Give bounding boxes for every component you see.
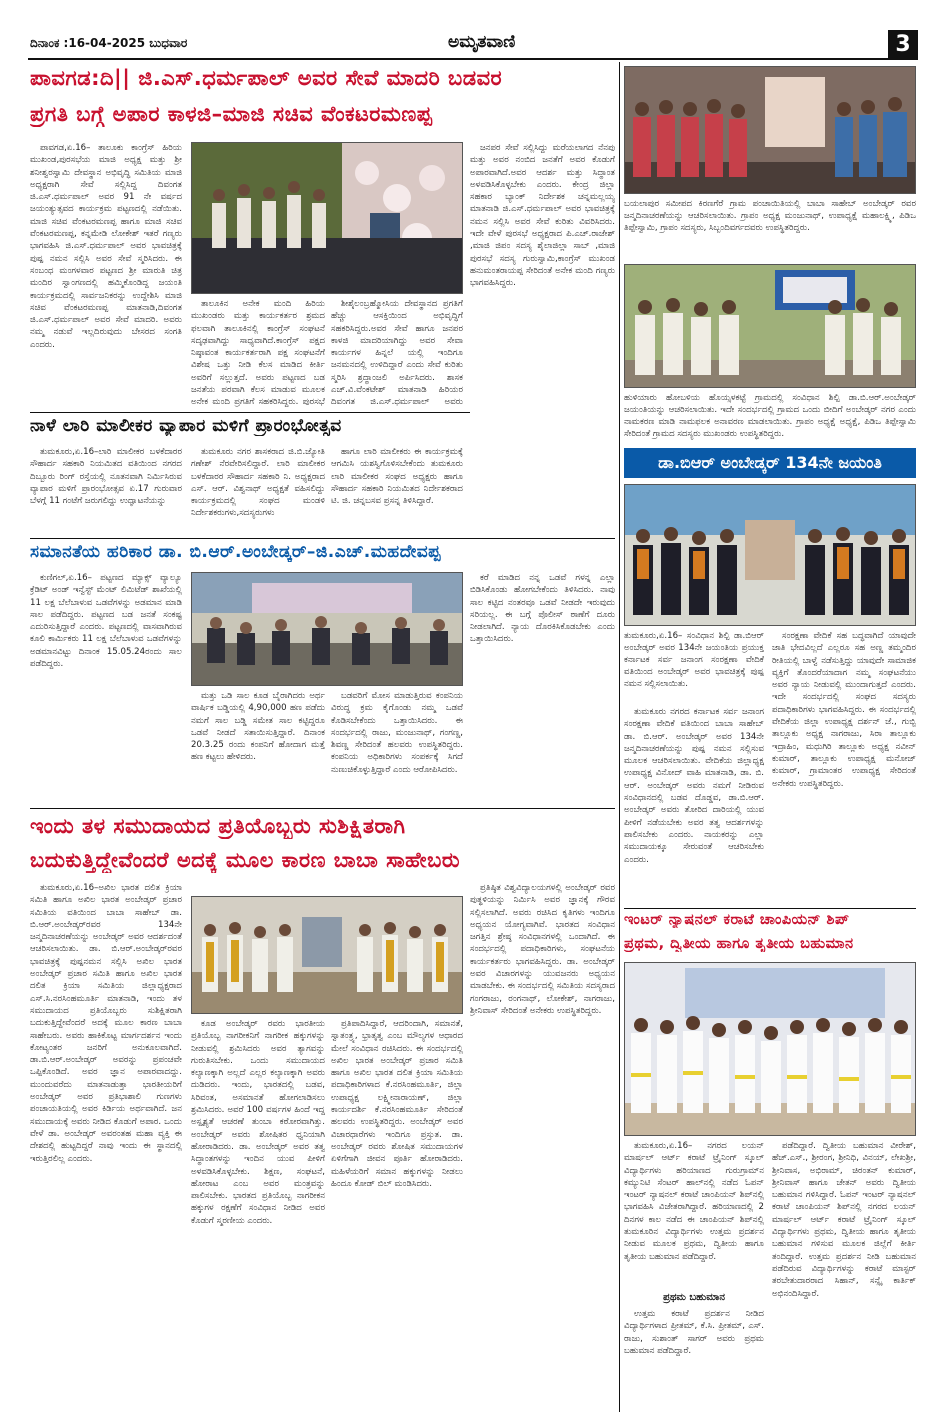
article2-column-2: ತುಮಕೂರು ನಗರ ಶಾಸಕರಾದ ಜಿ.ಬಿ.ಜ್ಯೋತಿ ಗಣೇಶ್ ನೆರವೇರಿಸಲಿದ್ದಾರೆ. ಲಾರಿ ಮಾಲೀಕರ ಬಳಕೆದಾರರ ಸೌಹಾರ್ದ ಸಹಕಾರಿ ನಿ. ಅಧ್ಯಕ್ಷರಾದ ಎಸ್. ಆರ್. ವಿಶ್ವನಾಥ್ ಅಧ್ಯಕ್ಷತೆ ವಹಿಸಲಿದ್ದು ಕಾರ್ಯಕ್ರಮದಲ್ಲಿ ಸಂಘದ ಮಂಡಳಿ ನಿರ್ದೇಶಕರುಗಳು,ಸದಸ್ಯರುಗಳು xyxy=(191,447,325,519)
article5-column-1: ತುಮಕೂರು,ಏ.16– ನಗರದ ಲಯನ್ ಮಾರ್ಷಲ್ ಆರ್ಟ್ ಕರಾಟೆ ಟ್ರೈನಿಂಗ್ ಸ್ಕೂಲ್ ವಿದ್ಯಾರ್ಥಿಗಳು ಹರಿಯಾಣದ ಗುರುಗ್ರಾಮ್‌ನ ಕಮ್ಯುನಿಟಿ ಸೆಂಟರ್ ಹಾಲ್‌ನಲ್ಲಿ ನಡೆದ ಓಪನ್ ಇಂಟರ್ ನ್ಯಾಷನಲ್ ಕರಾಟೆ ಚಾಂಪಿಯನ್ ಶಿಪ್‌ನಲ್ಲಿ ಭಾಗವಹಿಸಿ ವಿಜೇತರಾಗಿದ್ದಾರೆ. ಹರಿಯಾಣದಲ್ಲಿ 2 ದಿನಗಳ ಕಾಲ ನಡೆದ ಈ ಚಾಂಪಿಯನ್ ಶಿಪ್‌ನಲ್ಲಿ ತುಮಕೂರಿನ ವಿದ್ಯಾರ್ಥಿಗಳು ಉತ್ತಮ ಪ್ರದರ್ಶನ ನೀಡುವ ಮೂಲಕ ಪ್ರಥಮ, ದ್ವಿತೀಯ ಹಾಗೂ ತೃತೀಯ ಬಹುಮಾನ ಪಡೆದಿದ್ದಾರೆ. xyxy=(624,1141,764,1262)
article5-headline-line2: ಪ್ರಥಮ, ದ್ವಿತೀಯ ಹಾಗೂ ತೃತೀಯ ಬಹುಮಾನ xyxy=(624,936,854,952)
photo-icon xyxy=(192,143,463,294)
photo-icon xyxy=(625,67,916,194)
article1-photo xyxy=(191,142,463,294)
divider xyxy=(30,538,615,539)
right-mid-photo xyxy=(624,484,916,626)
article3-column-3: ಬಡವರಿಗೆ ಮೋಸ ಮಾಡುತ್ತಿರುವ ಕಂಪನಿಯ ವಿರುದ್ಧ ಕ್ರಮ ಕೈಗೊಂಡು ನಮ್ಮ ಒಡವೆ ಕೊಡಿಸಬೇಕೆಂದು ಒತ್ತಾಯಿಸಿದರು. ಈ ಸಂದರ್ಭದಲ್ಲಿ ರಾಜು, ಮಂಜುನಾಥ್, ಗಂಗಣ್ಣ, ಶಿವಣ್ಣ ಸೇರಿದಂತೆ ಹಲವರು ಉಪಸ್ಥಿತರಿದ್ದರು. ಕಂಪನಿಯ ಅಧಿಕಾರಿಗಳು ಸಂಪರ್ಕಕ್ಕೆ ಸಿಗದೆ ನುಣುಚಿಕೊಳ್ಳುತ್ತಿದ್ದಾರೆ ಎಂದು ಆರೋಪಿಸಿದರು. xyxy=(331,691,463,775)
article3-column-2: ಮತ್ತು ಒಡಿ ಸಾಲ ಕೂಡ ಬೈರಾಗಿದರು ಅರ್ಥ ವಾರ್ಷಿಕ ಬಡ್ಡಿಯಲ್ಲಿ 4,90,000 ಹಣ ಪಡೆದು ನಮಗೆ ಸಾಲ ಬಡ್ಡಿ ಸಮೇತ ಸಾಲ ಕಟ್ಟಿದ್ದರೂ ಒಡವೆ ನೀಡದೆ ಸತಾಯಿಸುತ್ತಿದ್ದಾರೆ. ದಿನಾಂಕ 20.3.25 ರಂದು ಕಂಪನಿಗೆ ಹೋದಾಗ ಮತ್ತೆ ಹಣ ಕಟ್ಟಲು ಹೇಳಿದರು. xyxy=(191,691,325,763)
right-mid-column-2: ಸಂರಕ್ಷಣಾ ವೇದಿಕೆ ಸಹ ಬದ್ಧವಾಗಿದೆ ಯಾವುದೇ ಜಾತಿ ಭೇದವಿಲ್ಲದೆ ಎಲ್ಲರೂ ಸಹ ಅಣ್ಣ ತಮ್ಮಂದಿರ ರೀತಿಯಲ್ಲಿ ಬಾಳ್ವೆ ನಡೆಸುತ್ತಿದ್ದು ಯಾವುದೇ ಸಾಮಾಜಿಕ ವ್ಯಕ್ತಿಗೆ ತೊಂದರೆಯಾದಾಗ ನಮ್ಮ ಸಂಘಟನೆಯು ಅವರ ನ್ಯಾಯ ನೀಡುವಲ್ಲಿ ಮುಂದಾಗುತ್ತದೆ ಎಂದರು. ಇದೇ ಸಂದರ್ಭದಲ್ಲಿ ಸಂಘದ ಸದಸ್ಯರು ಪದಾಧಿಕಾರಿಗಳು ಭಾಗವಹಿಸಿದ್ದರು. ಈ ಸಂದರ್ಭದಲ್ಲಿ ವೇದಿಕೆಯ ಜಿಲ್ಲಾ ಉಪಾಧ್ಯಕ್ಷ ದರ್ಶನ್ ಜೆ., ಗುಬ್ಬಿ ತಾಲ್ಲೂಕು ಅಧ್ಯಕ್ಷ ನಾಗರಾಜು, ಸಿರಾ ತಾಲ್ಲೂಕು ಇದ್ರಾಹಿಂ, ಮಧುಗಿರಿ ತಾಲ್ಲೂಕು ಅಧ್ಯಕ್ಷ ನವೀನ್ ಕುಮಾರ್, ತಾಲ್ಲೂಕು ಉಪಾಧ್ಯಕ್ಷ ಮನೋಜ್ ಕುಮಾರ್, ಗ್ರಾಮಾಂತರ ಉಪಾಧ್ಯಕ್ಷ ಸೇರಿದಂತೆ ಅನೇಕರು ಉಪಸ್ಥಿತರಿದ್ದರು. xyxy=(772,631,916,789)
photo-icon xyxy=(625,265,916,388)
photo-icon xyxy=(625,485,916,626)
photo-icon xyxy=(192,573,463,686)
article1-headline-line2: ಪ್ರಗತಿ ಬಗ್ಗೆ ಅಪಾರ ಕಾಳಜಿ–ಮಾಜಿ ಸಚಿವ ವೆಂಕಟರಮಣಪ್ಪ xyxy=(30,102,433,126)
article1-column-1: ಪಾವಗಡ,ಏ.16– ತಾಲೂಕು ಕಾಂಗ್ರೆಸ್ ಹಿರಿಯ ಮುಖಂಡ,ಪುರಸಭೆಯ ಮಾಜಿ ಅಧ್ಯಕ್ಷ ಮತ್ತು ಶ್ರೀ ಶನೀಶ್ವರಸ್ವಾಮಿ ದೇವಸ್ಥಾನ ಅಭಿವೃದ್ಧಿ ಸಮಿತಿಯ ಮಾಜಿ ಅಧ್ಯಕ್ಷರಾಗಿ ಸೇವೆ ಸಲ್ಲಿಸಿದ್ದ ದಿವಂಗತ ಜಿ.ಎಸ್.ಧರ್ಮಪಾಲ್ ಅವರ 91 ನೇ ವರ್ಷದ ಜಯಂತ್ಯುತ್ಸವದ ಕಾರ್ಯಕ್ರಮ ಪಟ್ಟಣದಲ್ಲಿ ನಡೆಯಿತು. ಮಾಜಿ ಸಚಿವ ವೆಂಕಟರಮಣಪ್ಪ ಹಾಗೂ ಮಾಜಿ ಸಚಿವ ವೆಂಕಟರಮಣಪ್ಪ, ಕನ್ನಮೇಡಿ ಲೋಕೇಶ್ ಇತರೆ ಗಣ್ಯರು ಭಾಗವಹಿಸಿ ಜಿ.ಎಸ್.ಧರ್ಮಪಾಲ್ ಅವರ ಭಾವಚಿತ್ರಕ್ಕೆ ಪುಷ್ಪ ನಮನ ಸಲ್ಲಿಸಿ ಅವರ ಸೇವೆ ಸ್ಮರಿಸಿದರು. ಈ ಸಂಬಂಧ ಮಂಗಳವಾರ ಪಟ್ಟಣದ ಶ್ರೀ ಮಾರುತಿ ಚಿತ್ರ ಮಂದಿರ ಸ್ವಾಂಗಣದಲ್ಲಿ ಹಮ್ಮಿಕೊಂಡಿದ್ದ ಜಯಂತಿ ಕಾರ್ಯಕ್ರಮದಲ್ಲಿ ಸಾರ್ವಜನಿಕರನ್ನು ಉದ್ದೇಶಿಸಿ ಮಾಜಿ ಸಚಿವ ವೆಂಕಟರಮಣಪ್ಪ ಮಾತನಾಡಿ,ದಿವಂಗತ ಜಿ.ಎಸ್.ಧರ್ಮಪಾಲ್ ಅವರ ಸೇವೆ ಮಾದರಿ. ಅವರು ನಮ್ಮ ನಡುವೆ ಇಲ್ಲದಿರುವುದು ಬೇಸರದ ಸಂಗತಿ ಎಂದರು. xyxy=(30,143,182,350)
top-right-caption-2: ಹುಳಿಯಾರು ಹೋಬಳಿಯ ಹೊಯ್ಸಳಕಟ್ಟೆ ಗ್ರಾಮದಲ್ಲಿ ಸಂವಿಧಾನ ಶಿಲ್ಪಿ ಡಾ.ಬಿ.ಆರ್.ಅಂಬೇಡ್ಕರ್ ಜಯಂತಿಯನ್ನು ಆಚರಿಸಲಾಯಿತು. ಇದೇ ಸಂದರ್ಭದಲ್ಲಿ ಗ್ರಾಮದ ಒಂದು ಬೀದಿಗೆ ಅಂಬೇಡ್ಕರ್ ನಗರ ಎಂದು ನಾಮಕರಣ ಮಾಡಿ ನಾಮಫಲಕ ಅನಾವರಣ ಮಾಡಲಾಯಿತು. ಗ್ರಾಪಂ ಅಧ್ಯಕ್ಷೆ ಅಧ್ಯಕ್ಷೆ, ಪಿಡಿಒ ತಿಪ್ಪೇಸ್ವಾಮಿ ಸೇರಿದಂತೆ ಗ್ರಾಮದ ಸದಸ್ಯರು ಮುಖಂಡರು ಉಪಸ್ಥಿತರಿದ್ದರು. xyxy=(624,393,916,439)
divider xyxy=(30,412,470,413)
issue-date: ದಿನಾಂಕ :16-04-2025 ಬುಧವಾರ xyxy=(30,36,188,50)
article2-headline: ನಾಳೆ ಲಾರಿ ಮಾಲೀಕರ ವ್ಯಾಪಾರ ಮಳಿಗೆ ಪ್ರಾರಂಭೋತ್ಸವ xyxy=(30,416,342,436)
article3-column-4: ಕರೆ ಮಾಡಿದ ನನ್ನ ಒಡವೆ ಗಳನ್ನ ಎಲ್ಲಾ ಬಿಡಿಸಿಕೊಂಡು ಹೋಗಬೇಕೆಂದು ತಿಳಿಸಿದರು. ನಾವು ಸಾಲ ಕಟ್ಟಿದ ನಂತರವೂ ಒಡವೆ ನೀಡದೇ ಇರುವುದು ಸರಿಯಲ್ಲ. ಈ ಬಗ್ಗೆ ಪೊಲೀಸ್ ಠಾಣೆಗೆ ದೂರು ನೀಡಲಾಗಿದೆ. ನ್ಯಾಯ ದೊರಕಿಸಿಕೊಡಬೇಕು ಎಂದು ಒತ್ತಾಯಿಸಿದರು. xyxy=(470,573,615,645)
article4-column-2: ಕೂಡ ಅಂಬೇಡ್ಕರ್ ರವರು ಭಾರತೀಯ ಪ್ರತಿಯೊಬ್ಬ ನಾಗರೀಕನಿಗೆ ನಾಗರೀಕ ಹಕ್ಕುಗಳನ್ನು ನೀಡುವಲ್ಲಿ ಶ್ರಮಿಸಿದರು ಅವರ ತ್ಯಾಗವನ್ನು ಗುರುತಿಸಬೇಕು. ಒಂದು ಸಮುದಾಯದ ಕಲ್ಯಾಣಕ್ಕಾಗಿ ಅಲ್ಲದೆ ಎಲ್ಲರ ಕಲ್ಯಾಣಕ್ಕಾಗಿ ಅವರು ದುಡಿದರು. ಇಂದು, ಭಾರತದಲ್ಲಿ ಬಡವ, ಸಿರಿವಂತ, ಅಸಮಾನತೆ ಹೋಗಲಾಡಿಸಲು ಶ್ರಮಿಸಿದರು. ಅವರೆ 100 ವರ್ಷಗಳ ಹಿಂದೆ ಇದ್ದ ಅಸ್ಪೃಶ್ಯತೆ ಆಚರಣೆ ತುಂಬಾ ಕಠೋರವಾಗಿತ್ತು. ಅಂಬೇಡ್ಕರ್ ಅವರು ಶೋಷಿತರ ಧ್ವನಿಯಾಗಿ ಹೋರಾಡಿದರು. ಡಾ. ಅಂಬೇಡ್ಕರ್ ಅವರ ತತ್ವ ಸಿದ್ಧಾಂತಗಳನ್ನು ಇಂದಿನ ಯುವ ಪೀಳಿಗೆ ಅಳವಡಿಸಿಕೊಳ್ಳಬೇಕು. ಶಿಕ್ಷಣ, ಸಂಘಟನೆ, ಹೋರಾಟ ಎಂಬ ಅವರ ಮಂತ್ರವನ್ನು ಪಾಲಿಸಬೇಕು. ಭಾರತದ ಪ್ರತಿಯೊಬ್ಬ ನಾಗರೀಕನ ಹಕ್ಕುಗಳ ರಕ್ಷಣೆಗೆ ಸಂವಿಧಾನ ನೀಡಿದ ಅವರ ಕೊಡುಗೆ ಸ್ಮರಣೀಯ ಎಂದರು. xyxy=(191,1019,325,1226)
article4-photo xyxy=(191,896,463,1014)
right-mid-column-1: ತುಮಕೂರು ನಗರದ ಕರ್ನಾಟಕ ಸರ್ವ ಜನಾಂಗ ಸಂರಕ್ಷಣಾ ವೇದಿಕೆ ವತಿಯಿಂದ ಬಾಬಾ ಸಾಹೇಬ್ ಡಾ. ಬಿ.ಆರ್. ಅಂಬೇಡ್ಕರ್ ಅವರ 134ನೇ ಜನ್ಮದಿನಾಚರಣೆಯನ್ನು ಪುಷ್ಪ ನಮನ ಸಲ್ಲಿಸುವ ಮೂಲಕ ಆಚರಿಸಲಾಯಿತು. ವೇದಿಕೆಯ ಜಿಲ್ಲಾಧ್ಯಕ್ಷ ಉಪಾಧ್ಯಕ್ಷ ವಿನೋದ್ ವಾಹಿ ಮಾತನಾಡಿ, ಡಾ. ಬಿ. ಆರ್. ಅಂಬೇಡ್ಕರ್ ಅವರು ನಮಗೆ ನೀಡಿರುವ ಸಂವಿಧಾನದಲ್ಲಿ ಬಡವ ದೊಡ್ಡವ, ಡಾ.ಬಿ.ಆರ್. ಅಂಬೇಡ್ಕರ್ ಅವರು ತೋರಿದ ದಾರಿಯಲ್ಲಿ ಯುವ ಪೀಳಿಗೆ ನಡೆಯಬೇಕು ಅವರ ತತ್ವ ಆದರ್ಶಗಳನ್ನು ಪಾಲಿಸಬೇಕು ಎಂದರು. ನಾಯಕರನ್ನು ಎಲ್ಲಾ ಸಮುದಾಯಕ್ಕೂ ಸೇರುವಂತೆ ಆಚರಿಸಬೇಕು ಎಂದರು. xyxy=(624,707,764,865)
article3-headline: ಸಮಾನತೆಯ ಹರಿಕಾರ ಡಾ. ಬಿ.ಆರ್.ಅಂಬೇಡ್ಕರ್–ಜಿ.ಎಚ್.ಮಹದೇವಪ್ಪ xyxy=(30,542,441,562)
first-prize-subheading: ಪ್ರಥಮ ಬಹುಮಾನ xyxy=(663,1292,725,1303)
article4-headline-line2: ಬದುಕುತ್ತಿದ್ದೇವೆಂದರೆ ಅದಕ್ಕೆ ಮೂಲ ಕಾರಣ ಬಾಬಾ ಸಾಹೇಬರು xyxy=(30,848,461,872)
page-number: 3 xyxy=(888,30,918,60)
article1-column-4: ಜನಪರ ಸೇವೆ ಸಲ್ಲಿಸಿದ್ದು ಮರೆಯಲಾಗದ ನೆನಪು ಮತ್ತು ಅವರ ನಂಬಿದ ಜನತೆಗೆ ಅವರ ಕೊಡುಗೆ ಅಪಾರವಾಗಿದೆ.ಅವರ ಆದರ್ಶ ಮತ್ತು ಸಿದ್ಧಾಂತ ಅಳವಡಿಸಿಕೊಳ್ಳಬೇಕು ಎಂದರು. ಕೇಂದ್ರ ಜಿಲ್ಲಾ ಸಹಕಾರ ಬ್ಯಾಂಕ್ ನಿರ್ದೇಶಕ ಚನ್ನಮಲ್ಲಯ್ಯ ಮಾತನಾಡಿ ಜಿ.ಎಸ್.ಧರ್ಮಪಾಲ್ ಅವರ ಭಾವಚಿತ್ರಕ್ಕೆ ನಮನ ಸಲ್ಲಿಸಿ ಅವರ ಸೇವೆ ಕುರಿತು ವಿವರಿಸಿದರು. ಇದೇ ವೇಳೆ ಪುರಸಭೆ ಅಧ್ಯಕ್ಷರಾದ ಪಿ.ಎಚ್.ರಾಜೇಶ್ ,ಮಾಜಿ ಜಿಪಂ ಸದಸ್ಯ ಶೈಲಾಜಿಲ್ಲಾ ಸಾಬ್ ,ಮಾಜಿ ಪುರಸಭೆ ಸದಸ್ಯ ಗುರುಸ್ವಾಮಿ,ಕಾಂಗ್ರೆಸ್ ಮುಖಂಡ ಹನುಮಂತರಾಯಪ್ಪ ಸೇರಿದಂತೆ ಅನೇಕ ಮಂದಿ ಗಣ್ಯರು ಭಾಗವಹಿಸಿದ್ದರು. xyxy=(470,143,615,289)
karate-photo xyxy=(624,962,916,1136)
top-right-caption-1: ಬಯಲಾಪುರ ಸಮೀಪದ ಕಿರಣಗೆರೆ ಗ್ರಾಮ ಪಂಚಾಯಿತಿಯಲ್ಲಿ ಬಾಬಾ ಸಾಹೇಬ್ ಅಂಬೇಡ್ಕರ್ ರವರ ಜನ್ಮದಿನಾಚರಣೆಯನ್ನು ಆಚರಿಸಲಾಯಿತು. ಗ್ರಾಪಂ ಅಧ್ಯಕ್ಷ ಮಂಜುನಾಥ್, ಉಪಾಧ್ಯಕ್ಷೆ ಮಹಾಲಕ್ಷ್ಮಿ, ಪಿಡಿಒ ತಿಪ್ಪೇಸ್ವಾಮಿ, ಗ್ರಾಪಂ ಸದಸ್ಯರು, ಸಿಬ್ಬಂದಿವರ್ಗದವರು ಉಪಸ್ಥಿತರಿದ್ದರು. xyxy=(624,199,916,233)
top-right-photo-2 xyxy=(624,264,916,388)
article4-column-3: ಪ್ರತಿಪಾದಿಸಿದ್ದಾರೆ, ಆದರಿಂದಾಗಿ, ಸಮಾನತೆ, ಸ್ವಾತಂತ್ರ್ಯ, ಭ್ರಾತೃತ್ವ ಎಂಬ ಮೌಲ್ಯಗಳ ಆಧಾರದ ಮೇಲೆ ಸಂವಿಧಾನ ರಚಿಸಿದರು. ಈ ಸಂದರ್ಭದಲ್ಲಿ ಅಖಿಲ ಭಾರತ ಅಂಬೇಡ್ಕರ್ ಪ್ರಚಾರ ಸಮಿತಿ ಹಾಗೂ ಅಖಿಲ ಭಾರತ ದಲಿತ ಕ್ರಿಯಾ ಸಮಿತಿಯ ಪದಾಧಿಕಾರಿಗಳಾದ ಕೆ.ನರಸಿಂಹಮೂರ್ತಿ, ಜಿಲ್ಲಾ ಉಪಾಧ್ಯಕ್ಷ ಲಕ್ಷ್ಮೀನಾರಾಯಣ್, ಜಿಲ್ಲಾ ಕಾರ್ಯದರ್ಶಿ ಕೆ.ನರಸಿಂಹಮೂರ್ತಿ ಸೇರಿದಂತೆ ಹಲವರು ಉಪಸ್ಥಿತರಿದ್ದರು. ಅಂಬೇಡ್ಕರ್ ಅವರ ವಿಚಾರಧಾರೆಗಳು ಇಂದಿಗೂ ಪ್ರಸ್ತುತ. ಡಾ. ಅಂಬೇಡ್ಕರ್ ರವರು ಶೋಷಿತ ಸಮುದಾಯಗಳ ಏಳಿಗೆಗಾಗಿ ಜೀವನ ಪೂರ್ತಿ ಹೋರಾಡಿದರು. ಮಹಿಳೆಯರಿಗೆ ಸಮಾನ ಹಕ್ಕುಗಳನ್ನು ನೀಡಲು ಹಿಂದೂ ಕೋಡ್ ಬಿಲ್ ಮಂಡಿಸಿದರು. xyxy=(331,1019,463,1189)
masthead xyxy=(28,30,918,60)
newspaper-title: ಅಮೃತವಾಣಿ xyxy=(448,32,516,52)
article2-column-3: ಹಾಗೂ ಲಾರಿ ಮಾಲೀಕರು ಈ ಕಾರ್ಯಕ್ರಮಕ್ಕೆ ಆಗಮಿಸಿ ಯಶಸ್ವಿಗೊಳಿಸಬೇಕೆಂದು ತುಮಕೂರು ಲಾರಿ ಮಾಲೀಕರ ಸಂಘದ ಅಧ್ಯಕ್ಷರು ಹಾಗೂ ಸೌಹಾರ್ದ ಸಹಕಾರಿ ನಿಯಮಿತದ ನಿರ್ದೇಶಕರಾದ ಟಿ. ಜಿ. ಚನ್ನಬಸವ ಪ್ರಸನ್ನ ತಿಳಿಸಿದ್ದಾರೆ. xyxy=(331,447,463,507)
article5-column-2: ಪಡೆದಿದ್ದಾರೆ. ದ್ವಿತೀಯ ಬಹುಮಾನ ವೀರೇಶ್, ಹೆಚ್.ಎಸ್., ಶ್ರೀರಂಗ, ಶ್ರೀನಿಧಿ, ವಿನಯ್, ಲೇಖಶ್ರೀ, ಶ್ರೀನಿವಾಸ, ಅಭಿರಾಮ್, ಚಿರಂತನ್ ಕುಮಾರ್, ಶ್ರೀನಿವಾಸ್ ಹಾಗೂ ಚೇತನ್ ಅವರು ದ್ವಿತೀಯ ಬಹುಮಾನ ಗಳಿಸಿದ್ದಾರೆ. ಓಪನ್ ಇಂಟರ್ ನ್ಯಾಷನಲ್ ಕರಾಟೆ ಚಾಂಪಿಯನ್ ಶಿಪ್‌ನಲ್ಲಿ ನಗರದ ಲಯನ್ ಮಾರ್ಷಲ್ ಆರ್ಟ್ ಕರಾಟೆ ಟ್ರೈನಿಂಗ್ ಸ್ಕೂಲ್ ವಿದ್ಯಾರ್ಥಿಗಳು ಪ್ರಥಮ, ದ್ವಿತೀಯ ಹಾಗೂ ತೃತೀಯ ಬಹುಮಾನ ಗಳಿಸುವ ಮೂಲಕ ಜಿಲ್ಲೆಗೆ ಕೀರ್ತಿ ತಂದಿದ್ದಾರೆ. ಉತ್ತಮ ಪ್ರದರ್ಶನ ನೀಡಿ ಬಹುಮಾನ ಪಡೆದಿರುವ ವಿದ್ಯಾರ್ಥಿಗಳನ್ನು ಕರಾಟೆ ಮಾಸ್ಟರ್ ತರಬೇತುದಾರರಾದ ಸಿಹಾನ್, ಸನ್ಸೈ ಕಾರ್ತಿಕ್ ಅಭಿನಂದಿಸಿದ್ದಾರೆ. xyxy=(772,1141,916,1299)
article4-column-1: ತುಮಕೂರು,ಏ.16–ಅಖಿಲ ಭಾರತ ದಲಿತ ಕ್ರಿಯಾ ಸಮಿತಿ ಹಾಗೂ ಅಖಿಲ ಭಾರತ ಅಂಬೇಡ್ಕರ್ ಪ್ರಚಾರ ಸಮಿತಿಯ ವತಿಯಿಂದ ಬಾಬಾ ಸಾಹೇಬ್ ಡಾ. ಬಿ.ಆರ್.ಅಂಬೇಡ್ಕರ್‌ರವರ 134ನೇ ಜನ್ಮದಿನಾಚರಣೆಯನ್ನು ಅಂಬೇಡ್ಕರ್ ಅವರ ಆದರ್ಶದಂತೆ ಆಚರಿಸಲಾಯಿತು. ಡಾ. ಬಿ.ಆರ್.ಅಂಬೇಡ್ಕರ್‌ರವರ ಭಾವಚಿತ್ರಕ್ಕೆ ಪುಷ್ಪನಮನ ಸಲ್ಲಿಸಿ ಅಖಿಲ ಭಾರತ ಅಂಬೇಡ್ಕರ್ ಪ್ರಚಾರ ಸಮಿತಿ ಹಾಗೂ ಅಖಿಲ ಭಾರತ ದಲಿತ ಕ್ರಿಯಾ ಸಮಿತಿಯ ಜಿಲ್ಲಾಧ್ಯಕ್ಷರಾದ ಎಸ್.ಸಿ.ನರಸಿಂಹಮೂರ್ತಿ ಮಾತನಾಡಿ, ಇಂದು ತಳ ಸಮುದಾಯದ ಪ್ರತಿಯೊಬ್ಬರು ಸುಶಿಕ್ಷಿತರಾಗಿ ಬದುಕುತ್ತಿದ್ದೇವೆಂದರೆ ಅದಕ್ಕೆ ಮೂಲ ಕಾರಣ ಬಾಬಾ ಸಾಹೇಬರು. ಅವರು ಹಾಕಿಕೊಟ್ಟ ಮಾರ್ಗದರ್ಶನ ಇಂದು ಕೋಟ್ಯಂತರ ಜನರಿಗೆ ಅನುಕೂಲವಾಗಿದೆ. ಡಾ.ಬಿ.ಆರ್.ಅಂಬೇಡ್ಕರ್ ಅವರನ್ನು ಪ್ರಪಂಚವೇ ಒಪ್ಪಿಕೊಂಡಿದೆ. ಅವರ ಜ್ಞಾನ ಅಪಾರವಾದದ್ದು. ಮುಂದುವರೆದು ಮಾತನಾಡುತ್ತಾ ಭಾರತೀಯರಿಗೆ ಅಂಬೇಡ್ಕರ್ ಅವರ ಪ್ರತಿಭಾಶಾಲಿ ಗುಣಗಳು ಪಂಚಾಯತಿಯಲ್ಲಿ ಅವರ ಕಿರ್ಡಿಯ ಅರ್ಥವಾಗಿದೆ. ಜನ ಸಮುದಾಯಕ್ಕೆ ಅವರು ನೀಡಿದ ಕೊಡುಗೆ ಅಪಾರ. ಒಂದು ವೇಳೆ ಡಾ. ಅಂಬೇಡ್ಕರ್ ಅವರಂತಹ ಮಹಾ ವ್ಯಕ್ತಿ ಈ ದೇಶದಲ್ಲಿ ಹುಟ್ಟದಿದ್ದರೆ ನಾವು ಇಂದು ಈ ಸ್ಥಾನದಲ್ಲಿ ಇರುತ್ತಿರಲಿಲ್ಲ ಎಂದರು. xyxy=(30,883,182,1164)
column-divider xyxy=(619,62,620,1412)
article3-column-1: ಕುಣಿಗಲ್,ಏ.16– ಪಟ್ಟಣದ ಮ್ಯಾಕ್ಸ್ ವ್ಯಾಲ್ಯೂ ಕ್ರೆಡಿಟ್ ಅಂಡ್ ಇನ್ವೆಸ್ಟ್ ಮೆಂಟ್ ಲಿಮಿಟೆಡ್ ಶಾಖೆಯಲ್ಲಿ 11 ಲಕ್ಷ ಬೆಲೆಬಾಳುವ ಒಡವೆಗಳನ್ನು ಅಡಮಾನ ಮಾಡಿ ಸಾಲ ಪಡೆದಿದ್ದರು. ಪಟ್ಟಣದ ಬಡ ಜನತೆ ಸಂಕಷ್ಟ ಎದುರಿಸುತ್ತಿದ್ದಾರೆ ಎಂದರು. ಪಟ್ಟಣದಲ್ಲಿ ವಾಸವಾಗಿರುವ ಕೂಲಿ ಕಾರ್ಮಿಕರು 11 ಲಕ್ಷ ಬೆಲೆಬಾಳುವ ಒಡವೆಗಳನ್ನು ಅಡಮಾನವಿಟ್ಟು ದಿನಾಂಕ 15.05.24ರಂದು ಸಾಲ ಪಡೆದಿದ್ದರು. xyxy=(30,573,182,670)
article5-headline-line1: ಇಂಟರ್ ನ್ಯಾಷನಲ್ ಕರಾಟೆ ಚಾಂಪಿಯನ್ ಶಿಪ್ xyxy=(624,912,850,928)
top-right-photo-1 xyxy=(624,66,916,194)
article4-column-4: ಪ್ರತಿಷ್ಠಿತ ವಿಶ್ವವಿದ್ಯಾಲಯಗಳಲ್ಲಿ ಅಂಬೇಡ್ಕರ್ ರವರ ಪುತ್ಥಳಿಯನ್ನು ನಿರ್ಮಿಸಿ ಅವರ ಜ್ಞಾನಕ್ಕೆ ಗೌರವ ಸಲ್ಲಿಸಲಾಗಿದೆ. ಅವರು ರಚಿಸಿದ ಕೃತಿಗಳು ಇಂದಿಗೂ ಅಧ್ಯಯನ ಯೋಗ್ಯವಾಗಿವೆ. ಭಾರತದ ಸಂವಿಧಾನ ಜಗತ್ತಿನ ಶ್ರೇಷ್ಠ ಸಂವಿಧಾನಗಳಲ್ಲಿ ಒಂದಾಗಿದೆ. ಈ ಸಂದರ್ಭದಲ್ಲಿ ಪದಾಧಿಕಾರಿಗಳು, ಸಂಘಟನೆಯ ಕಾರ್ಯಕರ್ತರು ಭಾಗವಹಿಸಿದ್ದರು. ಡಾ. ಅಂಬೇಡ್ಕರ್ ಅವರ ವಿಚಾರಗಳನ್ನು ಯುವಜನರು ಅಧ್ಯಯನ ಮಾಡಬೇಕು. ಈ ಸಂದರ್ಭದಲ್ಲಿ ಸಮಿತಿಯ ಸದಸ್ಯರಾದ ಗಂಗರಾಜು, ರಂಗನಾಥ್, ಲೋಕೇಶ್, ನಾಗರಾಜು, ಶ್ರೀನಿವಾಸ್ ಸೇರಿದಂತೆ ಅನೇಕರು ಉಪಸ್ಥಿತರಿದ್ದರು. xyxy=(470,883,615,1016)
article2-column-1: ತುಮಕೂರು,ಏ.16–ಲಾರಿ ಮಾಲೀಕರ ಬಳಕೆದಾರರ ಸೌಹಾರ್ದ ಸಹಕಾರಿ ನಿಯಮಿತದ ವತಿಯಿಂದ ನಗರದ ದಿಬ್ಬೂರು ರಿಂಗ್ ರಸ್ತೆಯಲ್ಲಿ ನೂತನವಾಗಿ ನಿರ್ಮಿಸಿರುವ ವ್ಯಾಪಾರ ಮಳಿಗೆ ಪ್ರಾರಂಭೋತ್ಸವ ಏ.17 ಗುರುವಾರ ಬೆಳಗ್ಗೆ 11 ಗಂಟೆಗೆ ಜರುಗಲಿದ್ದು ಉದ್ಘಾಟನೆಯನ್ನು xyxy=(30,447,182,507)
article1-column-3: ಶೀಶೈಲಂಬ್ರಹ್ಮೋಸಿಯ ದೇವಸ್ಥಾನದ ಪ್ರಗತಿಗೆ ಹೆಚ್ಚು ಆಸಕ್ತಿಯಿಂದ ಅಭಿವೃದ್ಧಿಗೆ ಸಹಕರಿಸಿದ್ದರು.ಅವರ ಸೇವೆ ಹಾಗೂ ಜನಪರ ಕಾಳಜಿ ಮಾದರಿಯಾಗಿದ್ದು ಅವರ ಸೇವಾ ಕಾರ್ಯಗಳ ಹಿನ್ನಲೆ ಯಲ್ಲಿ ಇಂದಿಗೂ ಜನಮನದಲ್ಲಿ ಉಳಿದಿದ್ದಾರೆ ಎಂದು ಸೇವೆ ಕುರಿತು ಸ್ಮರಿಸಿ ಶ್ರದ್ಧಾಂಜಲಿ ಅರ್ಪಿಸಿದರು. ಶಾಸಕ ಎಚ್.ವಿ.ವೆಂಕಟೇಶ್ ಮಾತನಾಡಿ ಹಿರಿಯರ ದಿವಂಗತ ಜಿ.ಎಸ್.ಧರ್ಮಪಾಲ್ ಅವರು xyxy=(331,299,463,408)
divider xyxy=(30,808,615,809)
article5-column-1b: ಉತ್ತಮ ಕರಾಟೆ ಪ್ರದರ್ಶನ ನೀಡಿದ ವಿದ್ಯಾರ್ಥಿಗಳಾದ ಪ್ರೀತಮ್, ಕೆ.ಸಿ. ಪ್ರೀತಮ್, ಎಸ್. ರಾಜು, ಸುಶಾಂತ್ ಸಾಗರ್ ಅವರು ಪ್ರಥಮ ಬಹುಮಾನ ಪಡೆದಿದ್ದಾರೆ. xyxy=(624,1309,764,1356)
divider xyxy=(624,908,916,909)
article3-photo xyxy=(191,572,463,686)
right-mid-caption: ತುಮಕೂರು,ಏ.16– ಸಂವಿಧಾನ ಶಿಲ್ಪಿ ಡಾ.ಬಿಆರ್ ಅಂಬೇಡ್ಕರ್ ಅವರ 134ನೇ ಜಯಂತಿಯ ಪ್ರಯುಕ್ತ ಕರ್ನಾಟಕ ಸರ್ವ ಜನಾಂಗ ಸಂರಕ್ಷಣಾ ವೇದಿಕೆ ವತಿಯಿಂದ ಅಂಬೇಡ್ಕರ್ ಅವರ ಭಾವಚಿತ್ರಕ್ಕೆ ಪುಷ್ಪ ನಮನ ಸಲ್ಲಿಸಲಾಯಿತು. xyxy=(624,631,764,689)
article1-headline-line1: ಪಾವಗಡ:ದಿ|| ಜಿ.ಎಸ್.ಧರ್ಮಪಾಲ್ ಅವರ ಸೇವೆ ಮಾದರಿ ಬಡವರ xyxy=(30,66,503,90)
photo-icon xyxy=(192,897,463,1014)
photo-icon xyxy=(625,963,916,1136)
ambedkar-jayanti-banner: ಡಾ.ಬಿಆರ್ ಅಂಬೇಡ್ಕರ್ 134ನೇ ಜಯಂತಿ xyxy=(624,448,916,478)
article4-headline-line1: ಇಂದು ತಳ ಸಮುದಾಯದ ಪ್ರತಿಯೊಬ್ಬರು ಸುಶಿಕ್ಷಿತರಾಗಿ xyxy=(30,814,406,838)
article1-column-2: ತಾಲೂಕಿನ ಅನೇಕ ಮಂದಿ ಹಿರಿಯ ಮುಖಂಡರು ಮತ್ತು ಕಾರ್ಯಕರ್ತರ ಶ್ರಮದ ಫಲವಾಗಿ ತಾಲೂಕಿನಲ್ಲಿ ಕಾಂಗ್ರೆಸ್ ಸಂಘಟನೆ ಸದೃಢವಾಗಿದ್ದು ಸಾಧ್ಯವಾಗಿದೆ.ಕಾಂಗ್ರೆಸ್ ಪಕ್ಷದ ನಿಷ್ಠಾವಂತ ಕಾರ್ಯಕರ್ತರಾಗಿ ಪಕ್ಷ ಸಂಘಟನೆಗೆ ವಿಶೇಷ ಒತ್ತು ನೀಡಿ ಕೆಲಸ ಮಾಡಿದ ಕೀರ್ತಿ ಅವರಿಗೆ ಸಲ್ಲುತ್ತದೆ. ಅವರು ಪಟ್ಟಣದ ಬಡ ಜನತೆಯ ಪರವಾಗಿ ಕೆಲಸ ಮಾಡುವ ಮೂಲಕ ಅನೇಕ ಮಂದಿ ಪ್ರಗತಿಗೆ ಸಹಕರಿಸಿದ್ದರು. ಪುರಸಭೆ xyxy=(191,299,325,408)
